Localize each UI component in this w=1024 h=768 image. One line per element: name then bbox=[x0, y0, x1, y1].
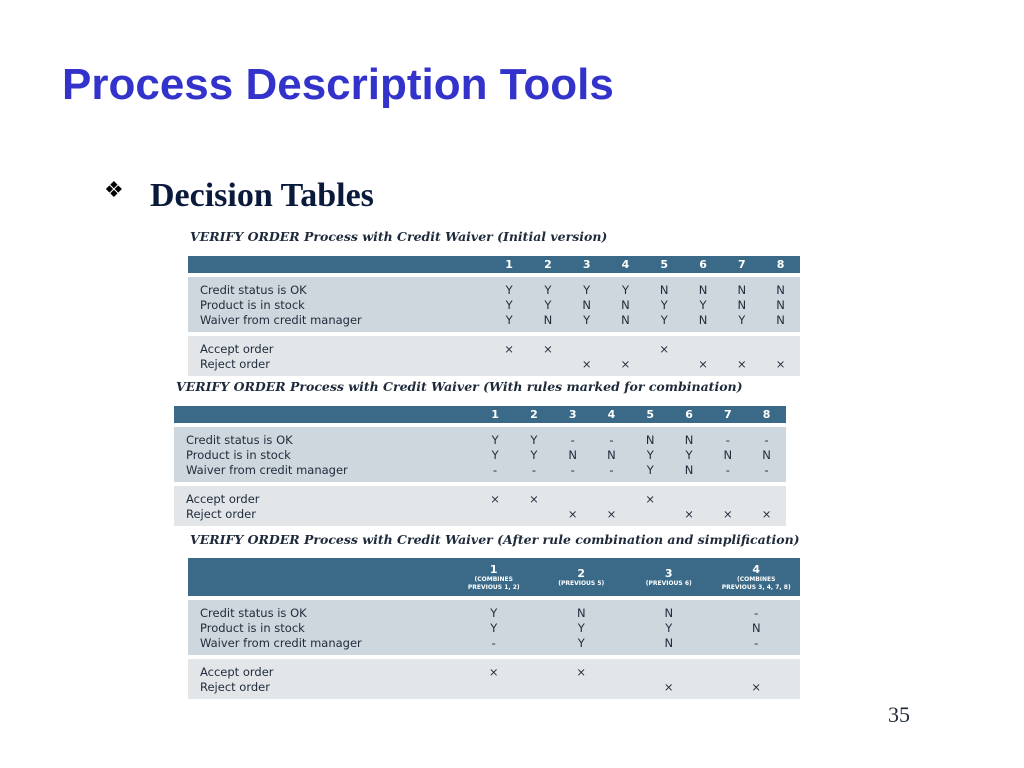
cell: × bbox=[450, 659, 538, 679]
cell bbox=[592, 486, 631, 506]
action-row bbox=[188, 659, 800, 679]
rule-header: 3 bbox=[553, 406, 592, 423]
condition-label: Credit status is OK bbox=[188, 600, 450, 620]
condition-label: Product is in stock bbox=[174, 447, 476, 462]
rule-header: 7 bbox=[722, 256, 761, 273]
cell: N bbox=[747, 447, 786, 462]
decision-table-1 bbox=[188, 256, 800, 376]
cell: Y bbox=[625, 620, 713, 635]
action-label: Reject order bbox=[188, 356, 490, 376]
cell: × bbox=[606, 356, 645, 376]
cell: Y bbox=[722, 312, 761, 332]
condition-row bbox=[188, 297, 800, 312]
cell bbox=[722, 336, 761, 356]
cell: N bbox=[684, 277, 723, 297]
condition-label: Product is in stock bbox=[188, 620, 450, 635]
rule-header: 7 bbox=[708, 406, 747, 423]
cell bbox=[625, 659, 713, 679]
cell: × bbox=[747, 506, 786, 526]
condition-row bbox=[188, 635, 800, 655]
condition-label: Product is in stock bbox=[188, 297, 490, 312]
cell: Y bbox=[567, 312, 606, 332]
cell bbox=[670, 486, 709, 506]
cell: × bbox=[684, 356, 723, 376]
cell: Y bbox=[606, 277, 645, 297]
cell: × bbox=[625, 679, 713, 699]
cell: - bbox=[450, 635, 538, 655]
condition-label: Credit status is OK bbox=[188, 277, 490, 297]
table-3-caption: VERIFY ORDER Process with Credit Waiver (After rule combination and simplification) bbox=[190, 532, 800, 547]
cell: N bbox=[606, 297, 645, 312]
cell: Y bbox=[515, 447, 554, 462]
condition-row bbox=[188, 620, 800, 635]
page-number: 35 bbox=[888, 702, 910, 727]
rule-header: 4 bbox=[606, 256, 645, 273]
cell: Y bbox=[645, 312, 684, 332]
table-header-row bbox=[188, 558, 800, 596]
rule-header: 8 bbox=[747, 406, 786, 423]
cell: N bbox=[538, 600, 626, 620]
cell: N bbox=[708, 447, 747, 462]
cell: N bbox=[722, 277, 761, 297]
action-row bbox=[188, 356, 800, 376]
rule-header: 1 bbox=[490, 256, 529, 273]
cell: Y bbox=[670, 447, 709, 462]
cell: N bbox=[529, 312, 568, 332]
cell: N bbox=[567, 297, 606, 312]
rule-header: 3 (PREVIOUS 6) bbox=[625, 558, 713, 596]
condition-row bbox=[188, 277, 800, 297]
cell: Y bbox=[450, 600, 538, 620]
cell: Y bbox=[529, 297, 568, 312]
cell: - bbox=[476, 462, 515, 482]
condition-label: Credit status is OK bbox=[174, 427, 476, 447]
rule-header: 3 bbox=[567, 256, 606, 273]
cell: × bbox=[670, 506, 709, 526]
cell bbox=[631, 506, 670, 526]
cell bbox=[606, 336, 645, 356]
slide-subtitle: Decision Tables bbox=[150, 177, 374, 214]
cell: Y bbox=[684, 297, 723, 312]
cell: × bbox=[490, 336, 529, 356]
cell: N bbox=[625, 600, 713, 620]
rule-header: 6 bbox=[670, 406, 709, 423]
cell: - bbox=[747, 427, 786, 447]
cell: N bbox=[606, 312, 645, 332]
cell: - bbox=[553, 427, 592, 447]
action-label: Reject order bbox=[188, 679, 450, 699]
cell: N bbox=[713, 620, 801, 635]
cell: N bbox=[553, 447, 592, 462]
cell bbox=[708, 486, 747, 506]
action-label: Reject order bbox=[174, 506, 476, 526]
condition-row bbox=[174, 447, 786, 462]
cell: × bbox=[631, 486, 670, 506]
cell: Y bbox=[515, 427, 554, 447]
cell: Y bbox=[490, 312, 529, 332]
action-label: Accept order bbox=[174, 486, 476, 506]
rule-header: 1 (COMBINES PREVIOUS 1, 2) bbox=[450, 558, 538, 596]
cell: N bbox=[592, 447, 631, 462]
cell: × bbox=[592, 506, 631, 526]
cell bbox=[645, 356, 684, 376]
cell: N bbox=[670, 427, 709, 447]
table-header-row bbox=[174, 406, 786, 423]
cell: Y bbox=[476, 427, 515, 447]
cell: Y bbox=[567, 277, 606, 297]
action-row bbox=[174, 486, 786, 506]
cell bbox=[567, 336, 606, 356]
cell: × bbox=[645, 336, 684, 356]
decision-table-3 bbox=[188, 558, 800, 699]
cell: × bbox=[553, 506, 592, 526]
rule-header: 4 bbox=[592, 406, 631, 423]
condition-label: Waiver from credit manager bbox=[174, 462, 476, 482]
action-row bbox=[188, 679, 800, 699]
action-label: Accept order bbox=[188, 659, 450, 679]
cell: - bbox=[515, 462, 554, 482]
cell: - bbox=[708, 462, 747, 482]
cell bbox=[538, 679, 626, 699]
table-2-caption: VERIFY ORDER Process with Credit Waiver (With rules marked for combination) bbox=[176, 379, 743, 394]
condition-row bbox=[174, 462, 786, 482]
rule-header: 2 bbox=[529, 256, 568, 273]
cell: - bbox=[713, 600, 801, 620]
cell bbox=[450, 679, 538, 699]
rule-header: 1 bbox=[476, 406, 515, 423]
table-header-row bbox=[188, 256, 800, 273]
cell: N bbox=[631, 427, 670, 447]
cell bbox=[684, 336, 723, 356]
cell: - bbox=[592, 462, 631, 482]
cell: N bbox=[761, 277, 800, 297]
cell: × bbox=[761, 356, 800, 376]
cell: Y bbox=[490, 297, 529, 312]
cell bbox=[476, 506, 515, 526]
condition-label: Waiver from credit manager bbox=[188, 312, 490, 332]
bullet-diamond-icon: ❖ bbox=[104, 178, 124, 203]
cell: N bbox=[722, 297, 761, 312]
slide-title: Process Description Tools bbox=[62, 60, 614, 109]
cell bbox=[713, 659, 801, 679]
condition-row bbox=[188, 600, 800, 620]
cell: × bbox=[567, 356, 606, 376]
cell: Y bbox=[645, 297, 684, 312]
rule-header: 8 bbox=[761, 256, 800, 273]
condition-label: Waiver from credit manager bbox=[188, 635, 450, 655]
cell: Y bbox=[476, 447, 515, 462]
cell: N bbox=[761, 297, 800, 312]
cell: × bbox=[722, 356, 761, 376]
rule-header: 2 (PREVIOUS 5) bbox=[538, 558, 626, 596]
cell bbox=[490, 356, 529, 376]
cell: - bbox=[708, 427, 747, 447]
cell: Y bbox=[490, 277, 529, 297]
cell: × bbox=[476, 486, 515, 506]
cell bbox=[529, 356, 568, 376]
cell: N bbox=[761, 312, 800, 332]
cell: × bbox=[713, 679, 801, 699]
action-row bbox=[174, 506, 786, 526]
rule-header: 5 bbox=[645, 256, 684, 273]
rule-header: 2 bbox=[515, 406, 554, 423]
cell bbox=[553, 486, 592, 506]
cell: Y bbox=[538, 635, 626, 655]
cell: × bbox=[529, 336, 568, 356]
cell: - bbox=[747, 462, 786, 482]
condition-row bbox=[174, 427, 786, 447]
cell: N bbox=[684, 312, 723, 332]
action-label: Accept order bbox=[188, 336, 490, 356]
cell: Y bbox=[450, 620, 538, 635]
cell: N bbox=[670, 462, 709, 482]
cell bbox=[515, 506, 554, 526]
decision-table-2 bbox=[174, 406, 786, 526]
rule-header: 6 bbox=[684, 256, 723, 273]
cell: × bbox=[538, 659, 626, 679]
cell: - bbox=[553, 462, 592, 482]
rule-header: 4 (COMBINES PREVIOUS 3, 4, 7, 8) bbox=[713, 558, 801, 596]
cell: × bbox=[708, 506, 747, 526]
cell: Y bbox=[631, 447, 670, 462]
action-row bbox=[188, 336, 800, 356]
cell: N bbox=[625, 635, 713, 655]
cell: Y bbox=[631, 462, 670, 482]
cell: Y bbox=[529, 277, 568, 297]
rule-header: 5 bbox=[631, 406, 670, 423]
cell: Y bbox=[538, 620, 626, 635]
cell: × bbox=[515, 486, 554, 506]
table-1-caption: VERIFY ORDER Process with Credit Waiver (Initial version) bbox=[190, 229, 608, 244]
cell: - bbox=[592, 427, 631, 447]
cell bbox=[761, 336, 800, 356]
cell: N bbox=[645, 277, 684, 297]
cell: - bbox=[713, 635, 801, 655]
cell bbox=[747, 486, 786, 506]
condition-row bbox=[188, 312, 800, 332]
